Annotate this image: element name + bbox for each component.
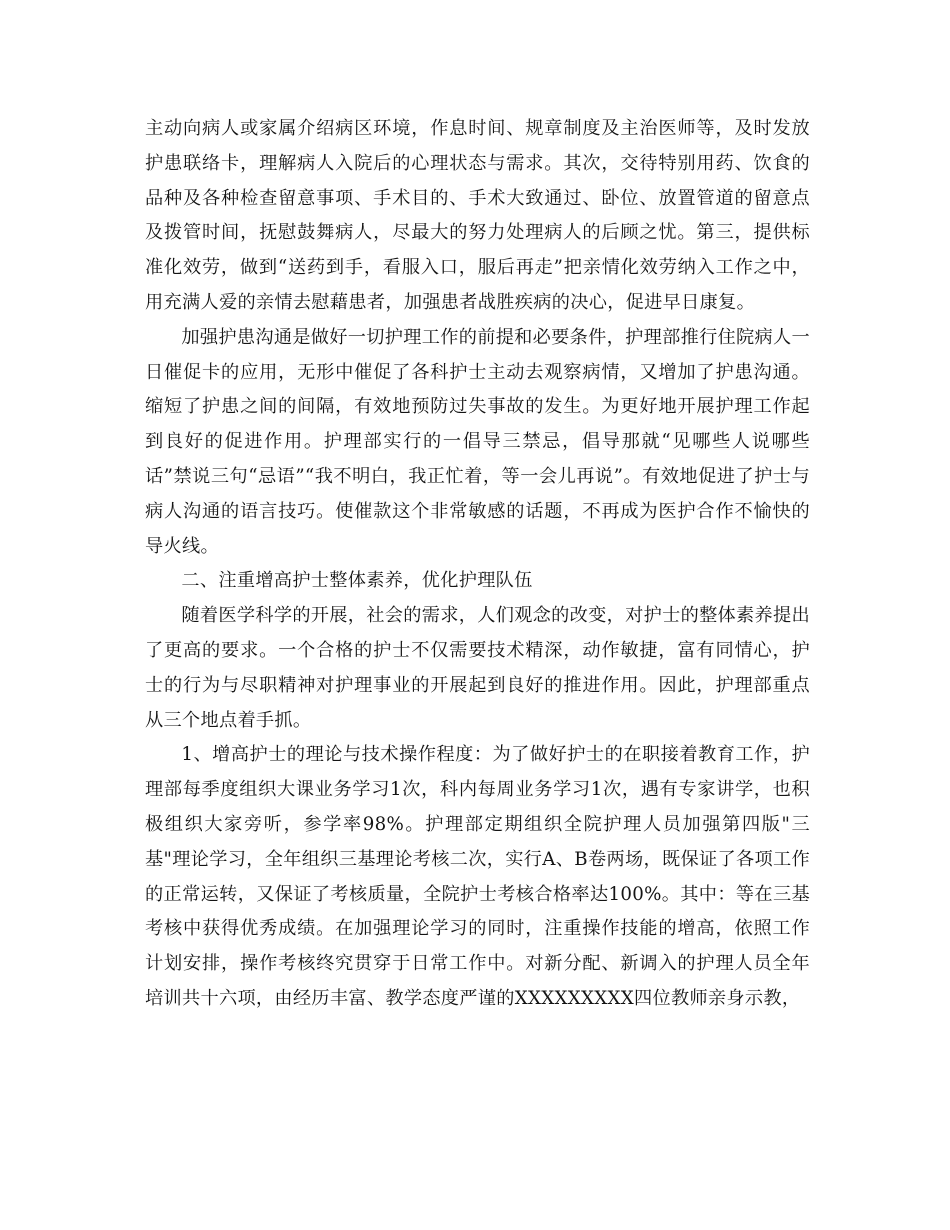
paragraph-nurse-patient-communication: 加强护患沟通是做好一切护理工作的前提和必要条件，护理部推行住院病人一日催促卡的应用，无形中催促了各科护士主动去观察病情，又增加了护患沟通。缩短了护患之间的间隔，有效地预防过失事故的发生。为更好地开展护理工作起到良好的促进作用。护理部实行的一倡导三禁忌，倡导那就“见哪些人说哪些话”禁说三句“忌语”“我不明白，我正忙着，等一会儿再说”。有效地促进了护士与病人沟通的语言技巧。使催款这个非常敏感的话题，不再成为医护合作不愉快的导火线。	[145, 326, 810, 557]
paragraph-theory-technique: 1、增高护士的理论与技术操作程度：为了做好护士的在职接着教育工作，护理部每季度组织大课业务学习1次，科内每周业务学习1次，遇有专家讲学，也积极组织大家旁听，参学率98%。护理部定期组织全院护理人员加强第四版"三基"理论学习，全年组织三基理论考核二次，实行A、B卷两场，既保证了各项工作的正常运转，又保证了考核质量，全院护士考核合格率达100%。其中：等在三基考核中获得优秀成绩。在加强理论学习的同时，注重操作技能的增高，依照工作计划安排，操作考核终究贯穿于日常工作中。对新分配、新调入的护理人员全年培训共十六项，由经历丰富、教学态度严谨的XXXXXXXXX四位教师亲身示教，	[145, 744, 810, 1009]
paragraph-patient-introduction: 主动向病人或家属介绍病区环境，作息时间、规章制度及主治医师等，及时发放护患联络卡，理解病人入院后的心理状态与需求。其次，交待特别用药、饮食的品种及各种检查留意事项、手术目的、手术大致通过、卧位、放置管道的留意点及拨管时间，抚慰鼓舞病人，尽最大的努力处理病人的后顾之忧。第三，提供标准化效劳，做到“送药到手，看服入口，服后再走”把亲情化效劳纳入工作之中，用充满人爱的亲情去慰藉患者，加强患者战胜疾病的决心，促进早日康复。	[145, 118, 810, 313]
paragraph-overall-quality: 随着医学科学的开展，社会的需求，人们观念的改变，对护士的整体素养提出了更高的要求。一个合格的护士不仅需要技术精深，动作敏捷，富有同情心，护士的行为与尽职精神对护理事业的开展起到良好的推进作用。因此，护理部重点从三个地点着手抓。	[145, 605, 810, 731]
section-heading: 二、注重增高护士整体素养，优化护理队伍	[181, 570, 533, 592]
document-body	[145, 112, 810, 1017]
